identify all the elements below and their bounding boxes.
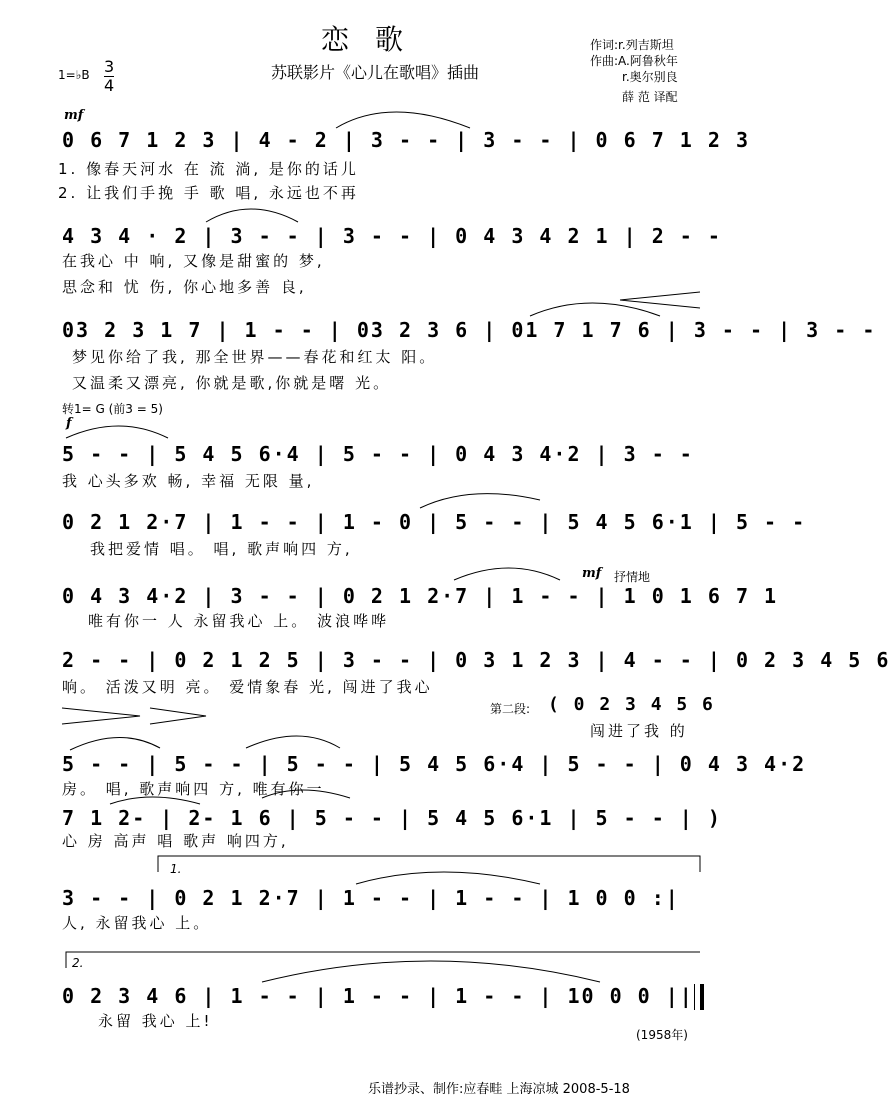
transcription-credit: 乐谱抄录、制作:应春畦 上海凉城 2008-5-18 bbox=[368, 1082, 630, 1097]
lyric-row-10: 人, 永留我心 上。 bbox=[62, 914, 212, 932]
slur-11 bbox=[356, 872, 540, 884]
final-barline bbox=[700, 984, 704, 1010]
composer-credit-2: r.奥尔别良 bbox=[622, 70, 678, 84]
expression-mark: 抒情地 bbox=[614, 570, 651, 584]
lyric-row-4: 我 心头多欢 畅, 幸福 无限 量, bbox=[62, 472, 315, 490]
slur-12 bbox=[262, 961, 600, 982]
lyric-row-8: 房。 唱, 歌声响四 方, 唯有你一 bbox=[62, 780, 325, 798]
hairpin-1 bbox=[62, 708, 140, 724]
dynamic-mf: mf bbox=[64, 108, 84, 123]
slur-6 bbox=[454, 568, 560, 580]
lyric-row-2-verse-1: 在我心 中 响, 又像是甜蜜的 梦, bbox=[62, 252, 325, 270]
lyric-row-6: 唯有你一 人 永留我心 上。 波浪哗哗 bbox=[88, 612, 390, 630]
notation-row-4: 5 - - | 5 4 5 6·4 | 5 - - | 0 4 3 4·2 | 3 - - bbox=[62, 442, 694, 466]
lyric-row-3-verse-1: 梦见你给了我, 那全世界——春花和红太 阳。 bbox=[72, 348, 438, 366]
dynamic-f: f bbox=[66, 416, 72, 431]
slur-1 bbox=[336, 112, 470, 128]
meter-bottom: 4 bbox=[104, 76, 115, 95]
notation-row-7: 2 - - | 0 2 1 2 5 | 3 - - | 0 3 1 2 3 | 4 - - | 0 2 3 4 5 6 bbox=[62, 648, 890, 672]
slur-5 bbox=[420, 494, 540, 508]
volta-1-label: 1. bbox=[170, 862, 182, 876]
slur-10 bbox=[262, 790, 350, 798]
notation-row-5: 0 2 1 2·7 | 1 - - | 1 - 0 | 5 - - | 5 4 5 6·1 | 5 - - bbox=[62, 510, 807, 534]
lyric-row-11: 永留 我心 上! bbox=[98, 1012, 213, 1030]
volta-2-label: 2. bbox=[72, 956, 84, 970]
second-verse-notation: ( 0 2 3 4 5 6 bbox=[548, 694, 715, 715]
key-signature: 1=♭B bbox=[58, 68, 90, 82]
song-subtitle: 苏联影片《心儿在歌唱》插曲 bbox=[270, 63, 479, 82]
slur-2 bbox=[206, 209, 298, 222]
notation-row-10: 3 - - | 0 2 1 2·7 | 1 - - | 1 - - | 1 0 0 :| bbox=[62, 886, 680, 910]
lyric-row-1-verse-1: 1. 像春天河水 在 流 淌, 是你的话儿 bbox=[58, 160, 359, 178]
second-verse-label: 第二段: bbox=[490, 702, 531, 716]
lyric-row-7: 响。 活泼又明 亮。 爱情象春 光, 闯进了我心 bbox=[62, 678, 433, 696]
composer-credit: 作曲:A.阿鲁秋年 bbox=[590, 54, 678, 68]
lyric-row-1-verse-2: 2. 让我们手挽 手 歌 唱, 永远也不再 bbox=[58, 184, 359, 202]
notation-row-3: 03 2 3 1 7 | 1 - - | 03 2 3 6 | 01 7 1 7 6 | 3 - - | 3 - - bbox=[62, 318, 877, 342]
slur-4 bbox=[66, 426, 168, 438]
final-barline-thin bbox=[694, 984, 695, 1010]
hairpin-2 bbox=[150, 708, 206, 724]
dynamic-mf-2: mf bbox=[582, 566, 602, 581]
arranger-credit: 薛 范 译配 bbox=[622, 90, 678, 104]
lyricist-credit: 作词:r.列吉斯坦 bbox=[590, 38, 674, 52]
volta-1-bracket bbox=[158, 856, 700, 872]
second-verse-lyric: 闯进了我 的 bbox=[590, 722, 688, 740]
hairpin-3 bbox=[620, 292, 700, 308]
notation-row-1: 0 6 7 1 2 3 | 4 - 2 | 3 - - | 3 - - | 0 6 7 1 2 3 bbox=[62, 128, 751, 152]
slur-7 bbox=[70, 737, 160, 750]
notation-row-2: 4 3 4 · 2 | 3 - - | 3 - - | 0 4 3 4 2 1 | 2 - - bbox=[62, 224, 722, 248]
notation-row-6: 0 4 3 4·2 | 3 - - | 0 2 1 2·7 | 1 - - | 1 0 1 6 7 1 bbox=[62, 584, 779, 608]
song-title: 恋歌 bbox=[320, 23, 429, 56]
slur-9 bbox=[110, 797, 200, 804]
lyric-row-9: 心 房 高声 唱 歌声 响四方, bbox=[62, 832, 289, 850]
slur-3 bbox=[530, 303, 660, 316]
lyric-row-2-verse-2: 思念和 忧 伤, 你心地多善 良, bbox=[62, 278, 307, 296]
slur-8 bbox=[246, 736, 340, 748]
lyric-row-3-verse-2: 又温柔又漂亮, 你就是歌,你就是曙 光。 bbox=[72, 374, 392, 392]
volta-2-bracket bbox=[66, 952, 700, 968]
year-note: (1958年) bbox=[636, 1028, 688, 1042]
notation-row-8: 5 - - | 5 - - | 5 - - | 5 4 5 6·4 | 5 - - | 0 4 3 4·2 bbox=[62, 752, 807, 776]
modulation-mark: 转1= G (前3 = 5) bbox=[62, 402, 163, 416]
notation-row-9: 7 1 2- | 2- 1 6 | 5 - - | 5 4 5 6·1 | 5 - - | ) bbox=[62, 806, 722, 830]
lyric-row-5: 我把爱情 唱。 唱, 歌声响四 方, bbox=[90, 540, 353, 558]
notation-row-11: 0 2 3 4 6 | 1 - - | 1 - - | 1 - - | 10 0 0 || bbox=[62, 984, 694, 1008]
meter-top: 3 bbox=[104, 57, 115, 76]
